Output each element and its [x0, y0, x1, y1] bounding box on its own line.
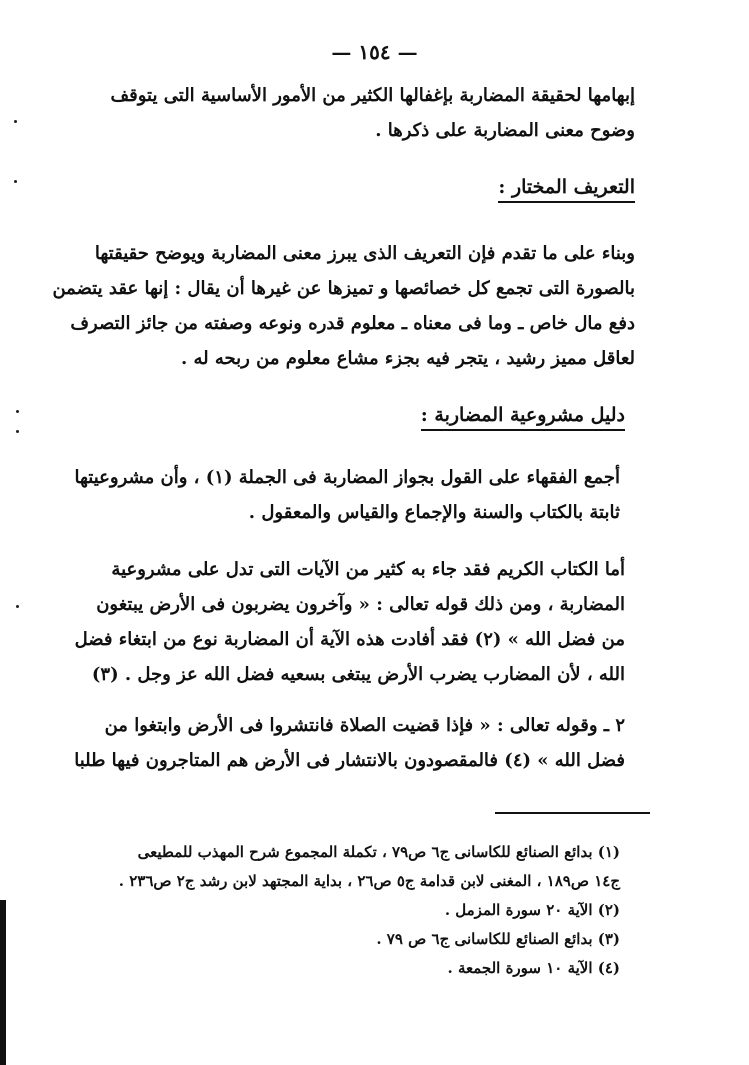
consensus-paragraph	[74, 460, 620, 530]
text-line: وبناء على ما تقدم فإن التعريف الذى يبرز معنى المضاربة ويوضح حقيقتها	[94, 243, 635, 264]
footnote: ج١٤ ص١٨٩ ، المغنى لابن قدامة ج٥ ص٢٦ ، بداية المجتهد لابن رشد ج٢ ص٢٣٦ .	[118, 872, 620, 890]
text-line: إبهامها لحقيقة المضاربة بإغفالها الكثير من الأمور الأساسية التى يتوقف	[110, 85, 635, 106]
footnote: (٤) الآية ١٠ سورة الجمعة .	[447, 959, 620, 977]
footnote: (١) بدائع الصنائع للكاسانى ج٦ ص٧٩ ، تكملة المجموع شرح المهذب للمطيعى	[137, 843, 620, 861]
section-heading-chosen-definition	[420, 176, 635, 198]
footnote: (٣) بدائع الصنائع للكاسانى ج٦ ص ٧٩ .	[376, 930, 620, 948]
heading-text: التعريف المختار :	[498, 176, 635, 203]
text-line: أما الكتاب الكريم فقد جاء به كثير من الآيات التى تدل على مشروعية	[111, 559, 625, 580]
quran-evidence-paragraph	[74, 552, 625, 692]
scan-speck	[16, 430, 19, 433]
text-line: من فضل الله » (٢) فقد أفادت هذه الآية أن المضاربة نوع من ابتغاء فضل	[74, 629, 625, 650]
second-verse-paragraph	[74, 708, 625, 778]
footnote-separator	[495, 812, 650, 814]
scan-edge-shadow	[0, 900, 6, 1065]
text-line: المضاربة ، ومن ذلك قوله تعالى : « وآخرون يضربون فى الأرض يبتغون	[96, 594, 625, 615]
section-heading-legitimacy-evidence	[400, 404, 625, 426]
text-line: لعاقل مميز رشيد ، يتجر فيه بجزء مشاع معلوم من ربحه له .	[180, 348, 635, 369]
text-line: بالصورة التى تجمع كل خصائصها و تميزها عن غيرها أن يقال : إنها عقد يتضمن	[52, 278, 635, 299]
intro-paragraph	[90, 78, 635, 148]
text-line: أجمع الفقهاء على القول بجواز المضاربة فى الجملة (١) ، وأن مشروعيتها	[74, 467, 620, 488]
text-line: الله ، لأن المضارب يضرب الأرض يبتغى بسعيه فضل الله عز وجل . (٣)	[91, 664, 625, 685]
text-line: ٢ ـ وقوله تعالى : « فإذا قضيت الصلاة فانتشروا فى الأرض وابتغوا من	[104, 715, 625, 736]
footnote: (٢) الآية ٢٠ سورة المزمل .	[444, 901, 620, 919]
scan-speck	[16, 605, 19, 608]
text-line: ثابتة بالكتاب والسنة والإجماع والقياس والمعقول .	[248, 502, 620, 523]
text-line: فضل الله » (٤) فالمقصودون بالانتشار فى الأرض هم المتاجرون فيها طلبا	[74, 750, 625, 771]
text-line: وضوح معنى المضاربة على ذكرها .	[375, 120, 635, 141]
footnotes	[100, 838, 620, 983]
scan-speck	[14, 120, 17, 123]
page-number: — ١٥٤ —	[331, 40, 418, 64]
heading-text: دليل مشروعية المضاربة :	[421, 404, 625, 431]
definition-paragraph	[52, 236, 635, 376]
text-line: دفع مال خاص ـ وما فى معناه ـ معلوم قدره ونوعه وصفته من جائز التصرف	[70, 313, 635, 334]
scan-speck	[14, 180, 17, 183]
scan-speck	[16, 410, 19, 413]
